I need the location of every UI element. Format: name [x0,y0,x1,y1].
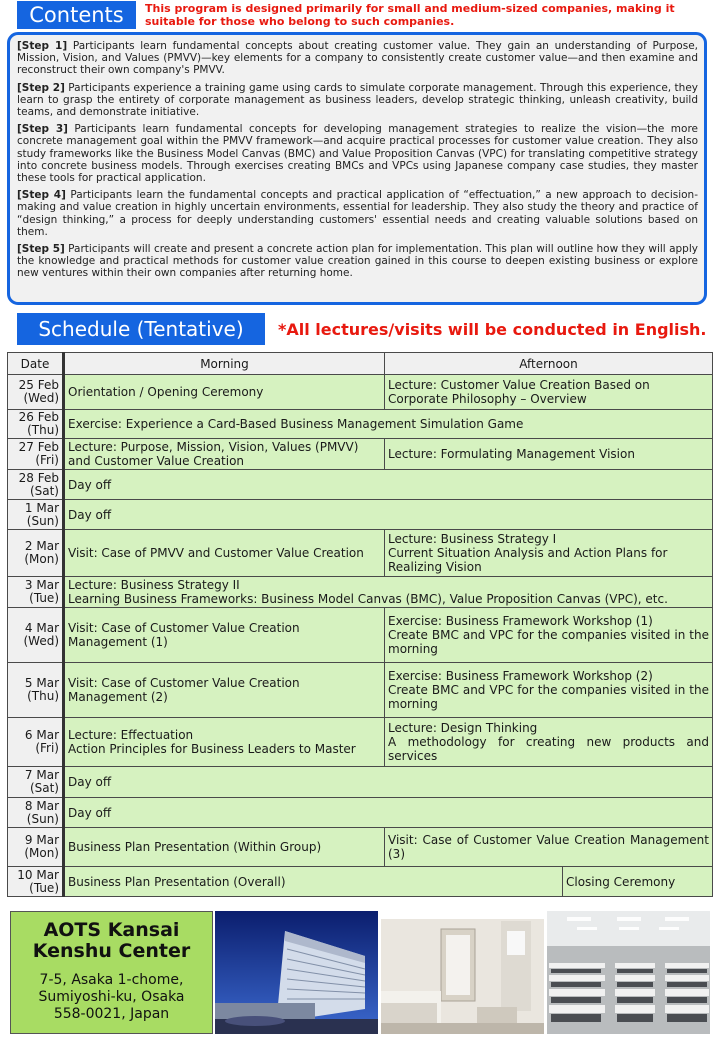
date-cell [8,828,64,867]
english-note: *All lectures/visits will be conducted in English. [278,320,707,339]
afternoon-cell [385,718,713,767]
address-line: 558-0021, Japan [53,1006,170,1022]
table-header-row [8,353,713,375]
weekday-label: (Sat) [29,483,59,498]
table-row [8,577,713,608]
contents-box [7,32,707,305]
morning-cell: Visit: Case of Customer Value Creation Management (1) [64,608,385,663]
step-2 [17,82,698,119]
venue-card [10,911,213,1034]
day-label: 10 Mar [17,867,59,882]
schedule-table [7,352,713,897]
step-4-label: [Step 4] [17,189,66,202]
table-row [8,439,713,470]
step-1-text: Participants learn fundamental concepts about creating customer value. They gain an understanding of Purpose, Mission, Vision, and Values (PMVV)—key elements for a company to consistently create customer value—and then examine and reconstruct their own company's PMVV. [17,40,698,77]
weekday-label: (Wed) [23,634,59,648]
day-label: 1 Mar [24,500,59,515]
afternoon-line: A methodology for creating new products and services [388,735,709,763]
schedule-heading: Schedule (Tentative) [17,313,265,345]
day-label: 27 Feb [18,440,59,454]
step-5 [17,243,698,280]
morning-cell: Business Plan Presentation (Overall) [64,867,563,897]
afternoon-cell [385,663,713,718]
afternoon-cell: Lecture: Formulating Management Vision [385,439,713,470]
date-cell [8,767,64,798]
step-3-text: Participants learn fundamental concepts for developing management strategies to realize the vision—the more concrete management goal within the PMVV framework—and acquire practical processes for customer value creation. They also study frameworks like the Business Model Canvas (BMC) and Value Proposition Canvas (VPC) for translating competitive strategy into concrete business models. Through exercises creating BMCs and VPCs using Japanese company case studies, they master these tools for practical application. [17,123,698,185]
lecture-room-photo [547,911,710,1034]
step-3 [17,123,698,184]
weekday-label: (Tue) [29,880,59,895]
table-row [8,663,713,718]
full-day-cell: Exercise: Experience a Card-Based Business Management Simulation Game [64,410,713,439]
venue-name-line: Kenshu Center [32,940,191,962]
step-1 [17,40,698,77]
step-1-label: [Step 1] [17,40,68,52]
afternoon-cell: Visit: Case of Customer Value Creation Management (3) [385,828,713,867]
building-photo [215,911,378,1034]
full-day-line: Lecture: Business Strategy II [68,578,240,592]
full-day-cell [64,577,713,608]
weekday-label: (Thu) [27,689,59,703]
step-3-label: [Step 3] [17,123,68,136]
day-label: 28 Feb [18,470,59,485]
address-line: 7-5, Asaka 1-chome, [39,972,184,988]
table-row [8,500,713,530]
afternoon-line: Lecture: Design Thinking [388,721,538,735]
afternoon-line: Exercise: Business Framework Workshop (1) [388,614,653,628]
morning-line: Lecture: Effectuation [68,728,194,742]
step-5-text: Participants will create and present a concrete action plan for implementation. This plan will outline how they will apply the knowledge and practical methods for customer value creation gained in this course to deepen existing business or explore new ventures within their own companies after returning home. [17,243,698,280]
day-label: 4 Mar [24,621,59,635]
day-label: 6 Mar [24,728,59,742]
morning-cell: Visit: Case of Customer Value Creation Management (2) [64,663,385,718]
guest-room-photo [381,911,544,1034]
date-cell [8,577,64,608]
table-row [8,530,713,577]
afternoon-line: Create BMC and VPC for the companies visited in the morning [388,628,709,656]
venue-name-line: AOTS Kansai [43,919,180,941]
weekday-label: (Mon) [24,846,59,860]
contents-heading: Contents [17,1,136,29]
date-cell [8,530,64,577]
table-row [8,767,713,798]
afternoon-cell [385,530,713,577]
step-5-label: [Step 5] [17,243,65,256]
date-cell [8,375,64,410]
afternoon-line: Current Situation Analysis and Action Plans for Realizing Vision [388,546,668,574]
day-label: 5 Mar [24,676,59,690]
table-row [8,375,713,410]
weekday-label: (Mon) [24,552,59,566]
step-2-label: [Step 2] [17,81,65,94]
table-row [8,867,713,897]
date-cell [8,663,64,718]
weekday-label: (Thu) [27,423,59,437]
address-line: Sumiyoshi-ku, Osaka [38,989,185,1005]
venue-address [11,972,212,1023]
day-label: 9 Mar [24,833,59,847]
morning-cell: Orientation / Opening Ceremony [64,375,385,410]
date-cell [8,867,64,897]
date-cell [8,439,64,470]
morning-cell: Business Plan Presentation (Within Group) [64,828,385,867]
weekday-label: (Tue) [29,591,59,605]
day-label: 2 Mar [24,539,59,553]
step-2-text: Participants experience a training game using cards to simulate corporate management. Through this experience, they learn to grasp the entirety of corporate management as business leaders, develop strategic thinking, unleash creativity, build teams, and demonstrate initiative. [17,81,698,119]
date-cell [8,718,64,767]
day-label: 7 Mar [24,768,59,782]
weekday-label: (Sun) [26,811,59,826]
date-cell [8,500,64,530]
weekday-label: (Fri) [35,453,59,467]
morning-cell [64,718,385,767]
table-row [8,828,713,867]
afternoon-line: Exercise: Business Framework Workshop (2) [388,669,653,683]
table-row [8,718,713,767]
day-label: 26 Feb [18,410,59,424]
header-date: Date [8,353,64,375]
header-morning: Morning [64,353,385,375]
date-cell [8,470,64,500]
step-4 [17,189,698,238]
afternoon-line: Create BMC and VPC for the companies visited in the morning [388,683,709,711]
day-label: 8 Mar [24,798,59,813]
full-day-line: Learning Business Frameworks: Business Model Canvas (BMC), Value Proposition Canvas (VPC), etc. [68,592,668,606]
afternoon-cell: Lecture: Customer Value Creation Based on Corporate Philosophy – Overview [385,375,713,410]
morning-cell: Visit: Case of PMVV and Customer Value Creation [64,530,385,577]
afternoon-line: Lecture: Business Strategy I [388,532,557,546]
step-4-text: Participants learn the fundamental concepts and practical application of “effectuation,” a new approach to decision-making and value creation in highly uncertain environments, essential for leadership. They also study the theory and practice of “design thinking,” a process for deeply understanding customers' essential needs and creating valuable solutions based on them. [17,189,698,238]
venue-name [11,920,212,962]
morning-cell: Lecture: Purpose, Mission, Vision, Values (PMVV) and Customer Value Creation [64,439,385,470]
afternoon-cell [385,608,713,663]
morning-line: Action Principles for Business Leaders to Master [68,742,356,756]
date-cell [8,608,64,663]
date-cell [8,798,64,828]
table-row [8,608,713,663]
header-afternoon: Afternoon [385,353,713,375]
table-row [8,410,713,439]
full-day-cell: Day off [64,767,713,798]
day-label: 25 Feb [18,378,59,392]
afternoon-cell: Closing Ceremony [563,867,713,897]
weekday-label: (Wed) [23,391,59,405]
weekday-label: (Fri) [35,741,59,755]
table-row [8,798,713,828]
table-row [8,470,713,500]
full-day-cell: Day off [64,500,713,530]
date-cell [8,410,64,439]
day-label: 3 Mar [24,578,59,592]
program-target-note: This program is designed primarily for small and medium-sized companies, making it suitable for those who belong to such companies. [145,2,675,28]
full-day-cell: Day off [64,470,713,500]
full-day-cell: Day off [64,798,713,828]
weekday-label: (Sat) [29,781,59,795]
weekday-label: (Sun) [26,513,59,528]
